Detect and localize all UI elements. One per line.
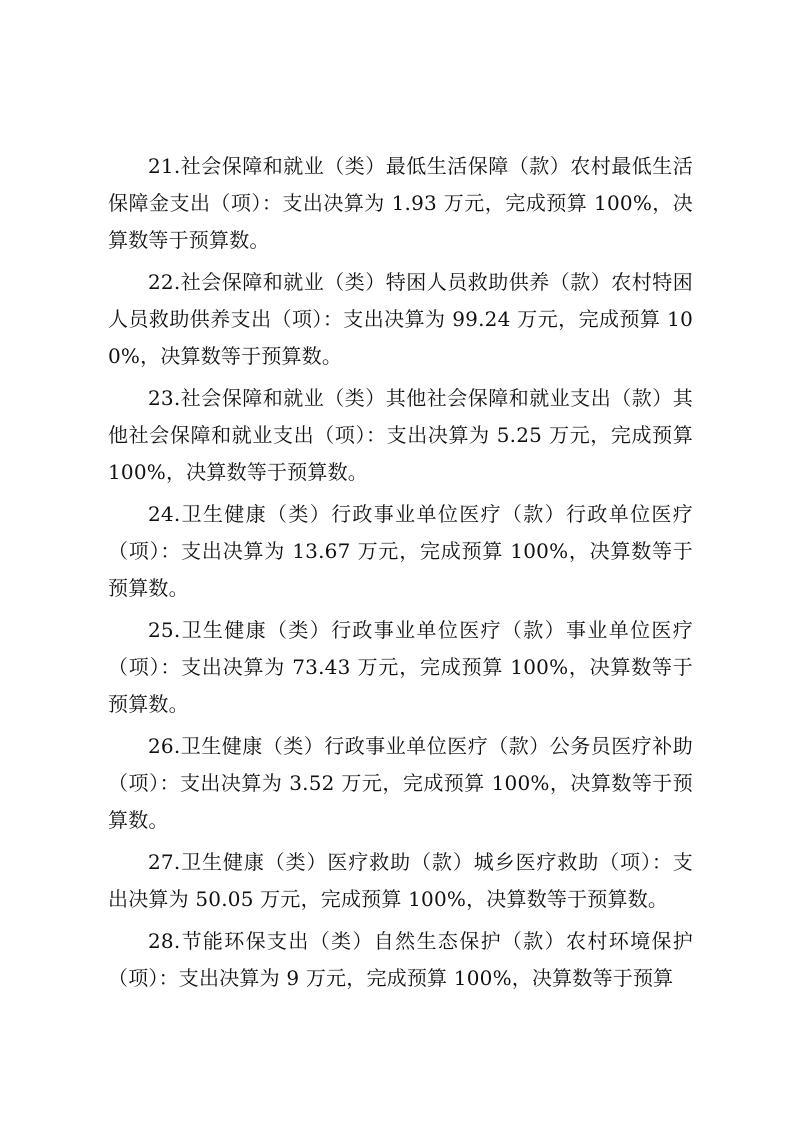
- paragraph-24: 24.卫生健康（类）行政事业单位医疗（款）行政单位医疗（项）：支出决算为 13.67 万元，完成预算 100%，决算数等于预算数。: [108, 502, 693, 600]
- paragraph-25: 25.卫生健康（类）行政事业单位医疗（款）事业单位医疗（项）：支出决算为 73.43 万元，完成预算 100%，决算数等于预算数。: [108, 618, 693, 716]
- paragraph-22: 22.社会保障和就业（类）特困人员救助供养（款）农村特困人员救助供养支出（项）：支出决算为 99.24 万元，完成预算 100%，决算数等于预算数。: [108, 270, 693, 368]
- document-body: [108, 148, 693, 1002]
- paragraph-26: 26.卫生健康（类）行政事业单位医疗（款）公务员医疗补助（项）：支出决算为 3.52 万元，完成预算 100%，决算数等于预算数。: [108, 734, 693, 832]
- paragraph-23: 23.社会保障和就业（类）其他社会保障和就业支出（款）其他社会保障和就业支出（项）：支出决算为 5.25 万元，完成预算 100%，决算数等于预算数。: [108, 386, 693, 484]
- paragraph-21: 21.社会保障和就业（类）最低生活保障（款）农村最低生活保障金支出（项）：支出决算为 1.93 万元，完成预算 100%，决算数等于预算数。: [108, 154, 693, 252]
- paragraph-28: 28.节能环保支出（类）自然生态保护（款）农村环境保护（项）：支出决算为 9 万元，完成预算 100%，决算数等于预算: [108, 929, 693, 990]
- paragraph-27: 27.卫生健康（类）医疗救助（款）城乡医疗救助（项）：支出决算为 50.05 万元，完成预算 100%，决算数等于预算数。: [108, 850, 693, 911]
